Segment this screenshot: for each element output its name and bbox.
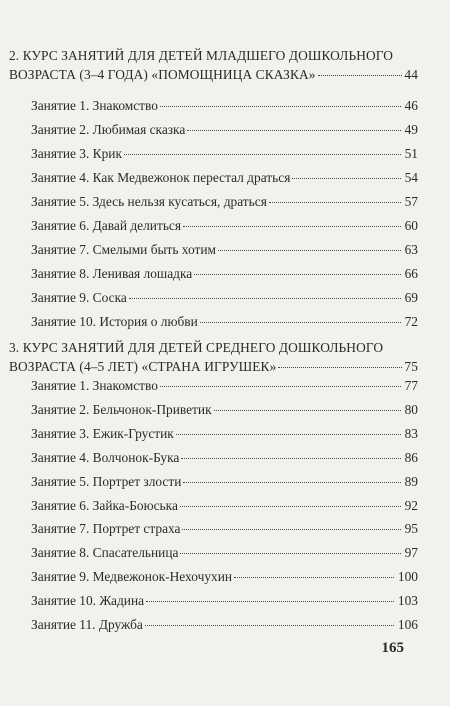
entry-title: Занятие 9. Соска bbox=[31, 290, 127, 305]
toc-entry bbox=[31, 122, 418, 138]
dot-leader bbox=[214, 410, 401, 411]
dot-leader bbox=[183, 226, 401, 227]
entry-page: 92 bbox=[404, 498, 418, 513]
dot-leader bbox=[181, 458, 400, 459]
entry-page: 57 bbox=[404, 194, 418, 209]
entry-title: Занятие 2. Бельчонок-Приветик bbox=[31, 402, 212, 417]
section-heading-text: ВОЗРАСТА (3–4 ГОДА) «ПОМОЩНИЦА СКАЗКА» bbox=[9, 67, 316, 82]
toc-entry bbox=[31, 290, 418, 306]
entry-page: 72 bbox=[404, 314, 418, 329]
entry-title: Занятие 3. Крик bbox=[31, 146, 122, 161]
dot-leader bbox=[269, 202, 401, 203]
section-heading-line2 bbox=[9, 357, 418, 376]
dot-leader bbox=[146, 601, 394, 602]
toc-entry bbox=[31, 498, 418, 514]
toc-entry bbox=[31, 569, 418, 585]
dot-leader bbox=[145, 625, 394, 626]
toc-entry bbox=[31, 450, 418, 466]
dot-leader bbox=[176, 434, 401, 435]
entry-title: Занятие 11. Дружба bbox=[31, 617, 143, 632]
toc-entry bbox=[31, 146, 418, 162]
toc-entry bbox=[31, 170, 418, 186]
entry-title: Занятие 9. Медвежонок-Нехочухин bbox=[31, 569, 233, 584]
entry-page: 51 bbox=[404, 146, 418, 161]
entry-title: Занятие 1. Знакомство bbox=[31, 378, 158, 393]
dot-leader bbox=[160, 106, 401, 107]
dot-leader bbox=[180, 506, 401, 507]
section-heading-line1: 3. КУРС ЗАНЯТИЙ ДЛЯ ДЕТЕЙ СРЕДНЕГО ДОШКОЛЬНОГО bbox=[9, 340, 384, 355]
entry-title: Занятие 10. История о любви bbox=[31, 314, 198, 329]
entry-title: Занятие 7. Портрет страха bbox=[31, 521, 181, 536]
entry-title: Занятие 8. Ленивая лошадка bbox=[31, 266, 193, 281]
entry-title: Занятие 6. Зайка-Боюська bbox=[31, 498, 178, 513]
toc-entry bbox=[31, 98, 418, 114]
section-heading-line2 bbox=[9, 65, 418, 84]
entry-page: 46 bbox=[404, 98, 418, 113]
dot-leader bbox=[187, 130, 400, 131]
entry-title: Занятие 4. Волчонок-Бука bbox=[31, 450, 180, 465]
dot-leader bbox=[183, 482, 400, 483]
toc-entry bbox=[31, 402, 418, 418]
toc-entry bbox=[31, 426, 418, 442]
toc-entry bbox=[31, 378, 418, 394]
dot-leader bbox=[194, 274, 400, 275]
toc-entry bbox=[31, 314, 418, 330]
entry-page: 97 bbox=[404, 545, 418, 560]
toc-entry bbox=[31, 521, 418, 537]
dot-leader bbox=[200, 322, 401, 323]
entry-page: 100 bbox=[397, 569, 418, 584]
entry-page: 80 bbox=[404, 402, 418, 417]
dot-leader bbox=[234, 577, 394, 578]
section-heading-text: ВОЗРАСТА (4–5 ЛЕТ) «СТРАНА ИГРУШЕК» bbox=[9, 359, 277, 374]
entry-page: 106 bbox=[397, 617, 418, 632]
dot-leader bbox=[180, 553, 400, 554]
entry-title: Занятие 2. Любимая сказка bbox=[31, 122, 186, 137]
toc-entry bbox=[31, 593, 418, 609]
dot-leader bbox=[278, 367, 402, 368]
entry-title: Занятие 10. Жадина bbox=[31, 593, 145, 608]
entry-page: 83 bbox=[404, 426, 418, 441]
section-heading-line1: 2. КУРС ЗАНЯТИЙ ДЛЯ ДЕТЕЙ МЛАДШЕГО ДОШКОЛЬНОГО bbox=[9, 48, 394, 63]
section-page-number: 75 bbox=[404, 359, 418, 374]
section-heading bbox=[9, 46, 418, 84]
entry-title: Занятие 8. Спасательница bbox=[31, 545, 179, 560]
page-number: 165 bbox=[381, 640, 404, 656]
entry-page: 60 bbox=[404, 218, 418, 233]
dot-leader bbox=[160, 386, 401, 387]
dot-leader bbox=[218, 250, 401, 251]
entry-title: Занятие 3. Ежик-Грустик bbox=[31, 426, 174, 441]
entry-title: Занятие 6. Давай делиться bbox=[31, 218, 182, 233]
dot-leader bbox=[292, 178, 400, 179]
entry-page: 63 bbox=[404, 242, 418, 257]
toc-entry bbox=[31, 545, 418, 561]
entry-page: 89 bbox=[404, 474, 418, 489]
entry-page: 77 bbox=[404, 378, 418, 393]
toc-entry bbox=[31, 242, 418, 258]
toc-entry bbox=[31, 266, 418, 282]
dot-leader bbox=[124, 154, 401, 155]
entry-page: 66 bbox=[404, 266, 418, 281]
entry-page: 103 bbox=[397, 593, 418, 608]
entry-title: Занятие 7. Смелыми быть хотим bbox=[31, 242, 217, 257]
entry-title: Занятие 1. Знакомство bbox=[31, 98, 158, 113]
entry-title: Занятие 4. Как Медвежонок перестал драться bbox=[31, 170, 291, 185]
entry-page: 49 bbox=[404, 122, 418, 137]
toc-entry bbox=[31, 194, 418, 210]
entry-page: 95 bbox=[404, 521, 418, 536]
entry-title: Занятие 5. Портрет злости bbox=[31, 474, 182, 489]
entry-title: Занятие 5. Здесь нельзя кусаться, драться bbox=[31, 194, 267, 209]
dot-leader bbox=[318, 75, 403, 76]
dot-leader bbox=[182, 529, 400, 530]
section-heading bbox=[9, 338, 418, 376]
entry-page: 54 bbox=[404, 170, 418, 185]
section-page-number: 44 bbox=[404, 67, 418, 82]
toc-entry bbox=[31, 218, 418, 234]
entry-page: 69 bbox=[404, 290, 418, 305]
toc-entry bbox=[31, 617, 418, 633]
dot-leader bbox=[129, 298, 401, 299]
entry-page: 86 bbox=[404, 450, 418, 465]
toc-entry bbox=[31, 474, 418, 490]
